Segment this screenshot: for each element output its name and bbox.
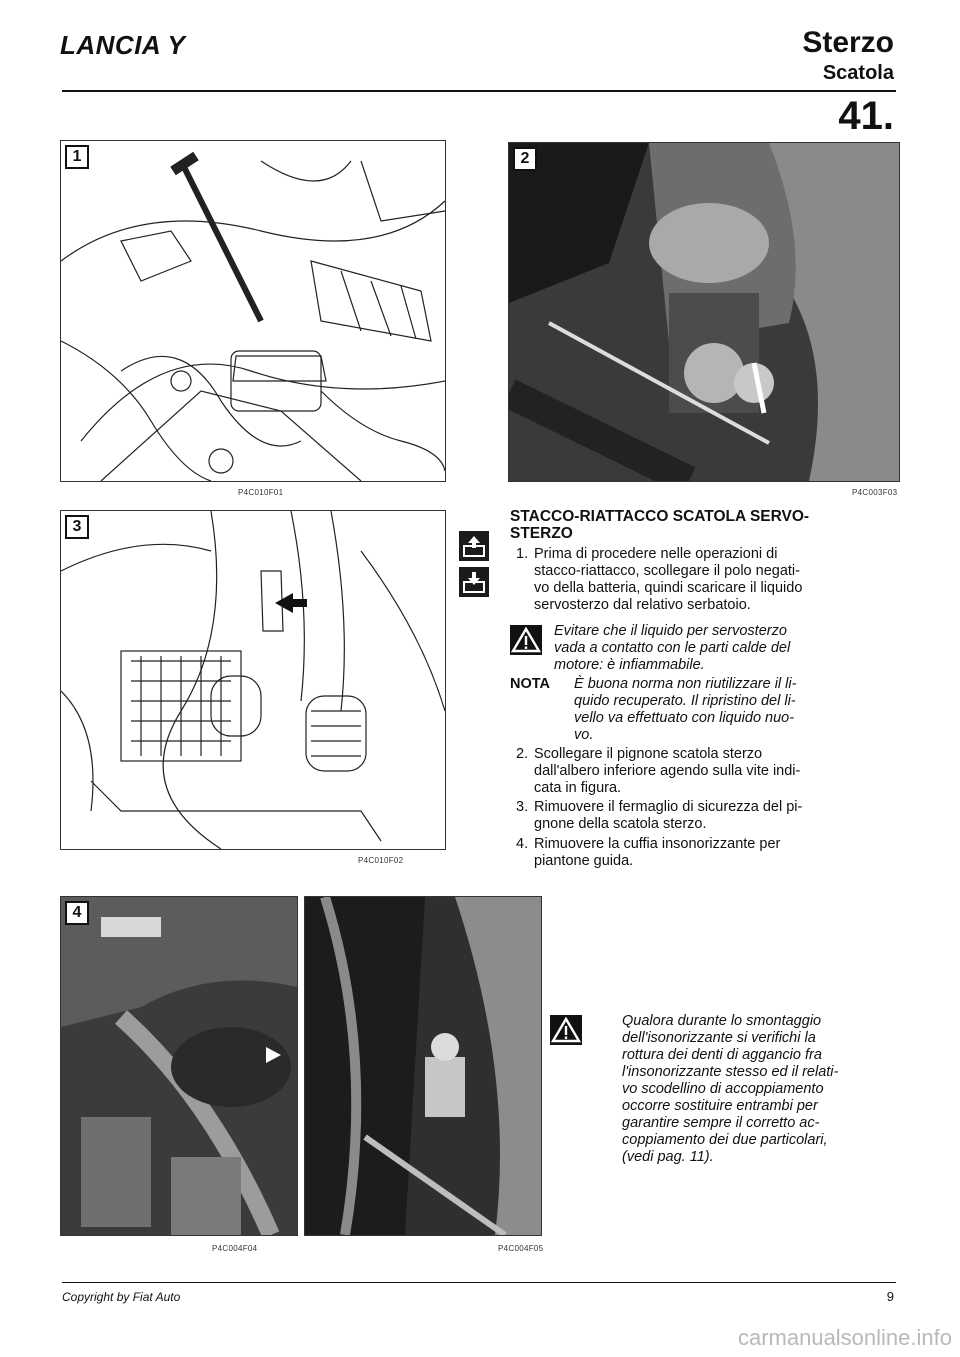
figure-4-right-code: P4C004F05 — [498, 1244, 544, 1253]
step-3-number: 3. — [516, 799, 529, 815]
figure-4-left-photo — [61, 897, 297, 1235]
warning-1: Evitare che il liquido per servosterzo vada a contatto con le parti calde del motore: è infiammabile. — [510, 623, 900, 674]
figure-3-code: P4C010F02 — [358, 856, 404, 865]
figure-4-right — [304, 896, 542, 1236]
figure-1-code: P4C010F01 — [238, 488, 284, 497]
page-number: 9 — [886, 1289, 894, 1304]
step-2-number: 2. — [516, 746, 529, 762]
page-reference: 41. — [838, 94, 894, 138]
figure-4-right-photo — [305, 897, 541, 1235]
figure-2-code: P4C003F03 — [852, 488, 898, 497]
figure-2-number: 2 — [513, 147, 537, 171]
step-4-number: 4. — [516, 836, 529, 852]
figure-2 — [508, 142, 900, 482]
subsection-title: Scatola — [822, 62, 894, 84]
nota-label: NOTA — [510, 676, 551, 692]
figure-1 — [60, 140, 446, 482]
brand-title: LANCIA Y — [60, 30, 186, 60]
header-rule — [62, 90, 896, 92]
step-4: 4. Rimuovere la cuffia insonorizzante per piantone guida. — [516, 836, 781, 869]
step-2: 2. Scollegare il pignone scatola sterzo dall'albero inferiore agendo sulla vite indi- cata in figura. — [516, 746, 801, 796]
procedure-heading: STACCO-RIATTACCO SCATOLA SERVO- STERZO — [510, 508, 810, 542]
step-1: 1. Prima di procedere nelle operazioni di stacco-riattacco, scollegare il polo negati- vo della batteria, quindi scaricare il liquido servosterzo dal relativo serbatoio. — [516, 546, 803, 613]
footer-rule — [62, 1282, 896, 1283]
step-1-number: 1. — [516, 546, 529, 562]
figure-3 — [60, 510, 446, 850]
figure-3-number: 3 — [65, 515, 89, 539]
warning-icon — [510, 625, 542, 655]
step-3: 3. Rimuovere il fermaglio di sicurezza del pi- gnone della scatola sterzo. — [516, 799, 803, 832]
figure-4-number: 4 — [65, 901, 89, 925]
figure-4-left — [60, 896, 298, 1236]
figure-3-drawing — [61, 511, 445, 849]
copyright: Copyright by Fiat Auto — [62, 1290, 181, 1304]
warning-icon — [550, 1015, 582, 1045]
section-title: Sterzo — [802, 26, 894, 59]
figure-2-photo — [509, 143, 899, 481]
removal-icon — [459, 531, 489, 561]
nota-block: NOTA È buona norma non riutilizzare il li- quido recuperato. Il ripristino del li- vello va effettuato con liquido nuo- vo. — [510, 676, 797, 743]
warning-2: Qualora durante lo smontaggio dell'isonorizzante si verifichi la rottura dei denti di aggancio fra l'insonorizzante stesso ed il relati- vo scodellino di accoppiamento occorre sostituire entrambi per garantire sempre il corretto ac- coppiamento dei due particolari, (vedi pag. 11). — [510, 1013, 900, 1166]
watermark: carmanualsonline.info — [737, 1325, 952, 1350]
figure-1-drawing — [61, 141, 445, 481]
figure-4-left-code: P4C004F04 — [212, 1244, 258, 1253]
figure-1-number: 1 — [65, 145, 89, 169]
refit-icon — [459, 567, 489, 597]
